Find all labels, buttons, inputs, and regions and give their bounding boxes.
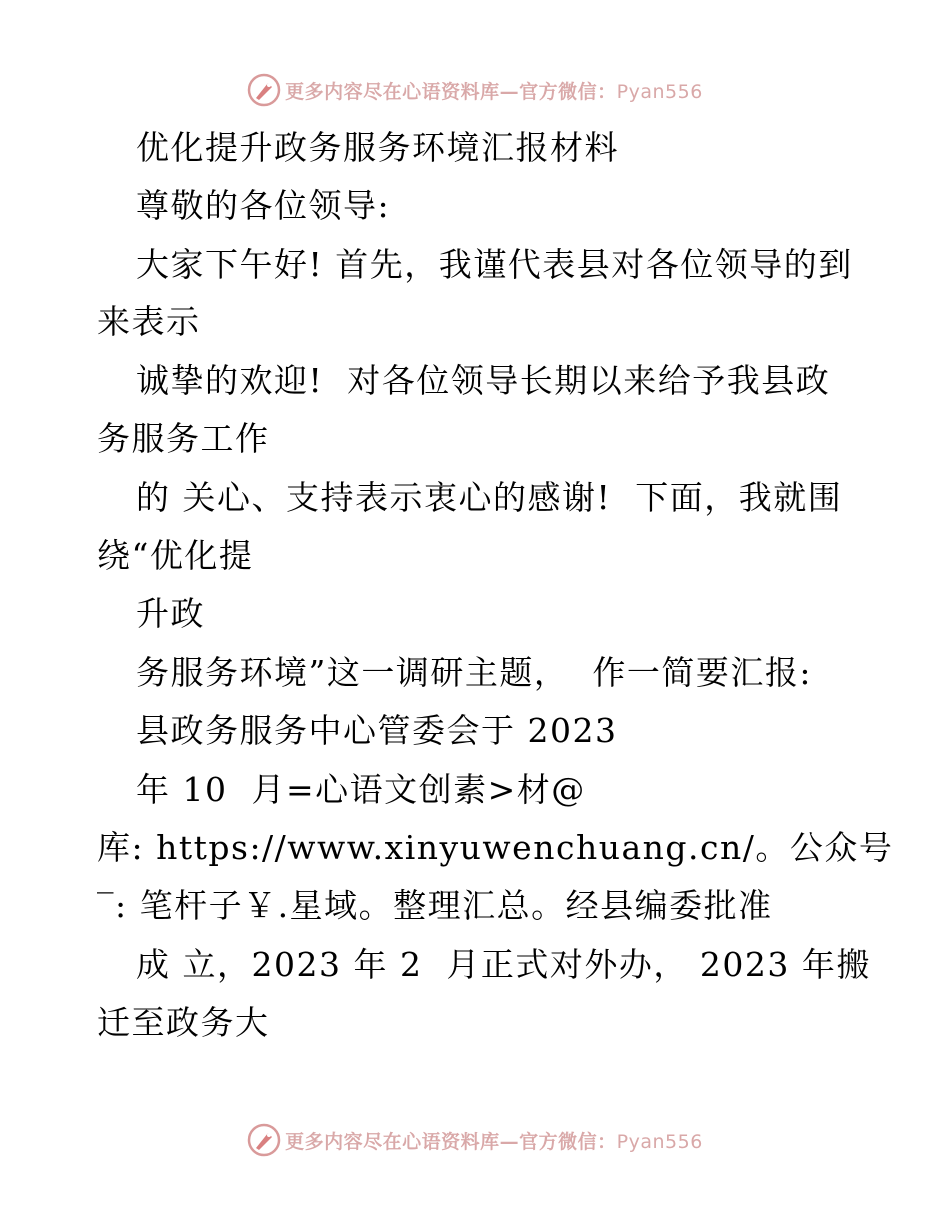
paragraph-line: 成 立，2023 年 2 月正式对外办， 2023 年搬	[136, 945, 871, 984]
paragraph-line: 升政	[136, 594, 205, 633]
salutation: 尊敬的各位领导:	[136, 186, 391, 225]
watermark-text: 更多内容尽在心语资料库—官方微信：Pyan556	[285, 80, 703, 103]
pen-nib-logo-icon	[247, 1123, 281, 1157]
pen-nib-logo-icon	[247, 73, 281, 107]
paragraph-line: 迁至政务大	[97, 1003, 270, 1042]
paragraph-line: 大家下午好! 首先，我谨代表县对各位领导的到	[136, 245, 853, 284]
watermark-text: 更多内容尽在心语资料库—官方微信：Pyan556	[285, 1130, 703, 1153]
paragraph-line: 来表示	[97, 302, 201, 341]
paragraph-line: 年 10 月=心语文创素>材@	[136, 770, 586, 809]
document-title: 优化提升政务服务环境汇报材料	[136, 128, 619, 167]
paragraph-line: ‾: 笔杆子￥.星域。整理汇总。经县编委批准	[97, 886, 773, 925]
paragraph-line: 务服务环境”这一调研主题， 作一简要汇报:	[136, 653, 812, 692]
footer-watermark	[0, 1120, 950, 1160]
paragraph-line: 的 关心、支持表示衷心的感谢! 下面，我就围	[136, 478, 843, 517]
paragraph-line: 库: https://www.xinyuwenchuang.cn/。公众号	[97, 828, 894, 867]
paragraph-line: 务服务工作	[97, 419, 270, 458]
paragraph-line: 绕“优化提	[97, 536, 254, 575]
header-watermark	[0, 70, 950, 110]
paragraph-line: 县政务服务中心管委会于 2023	[136, 711, 618, 750]
paragraph-line: 诚挚的欢迎! 对各位领导长期以来给予我县政	[136, 361, 831, 400]
